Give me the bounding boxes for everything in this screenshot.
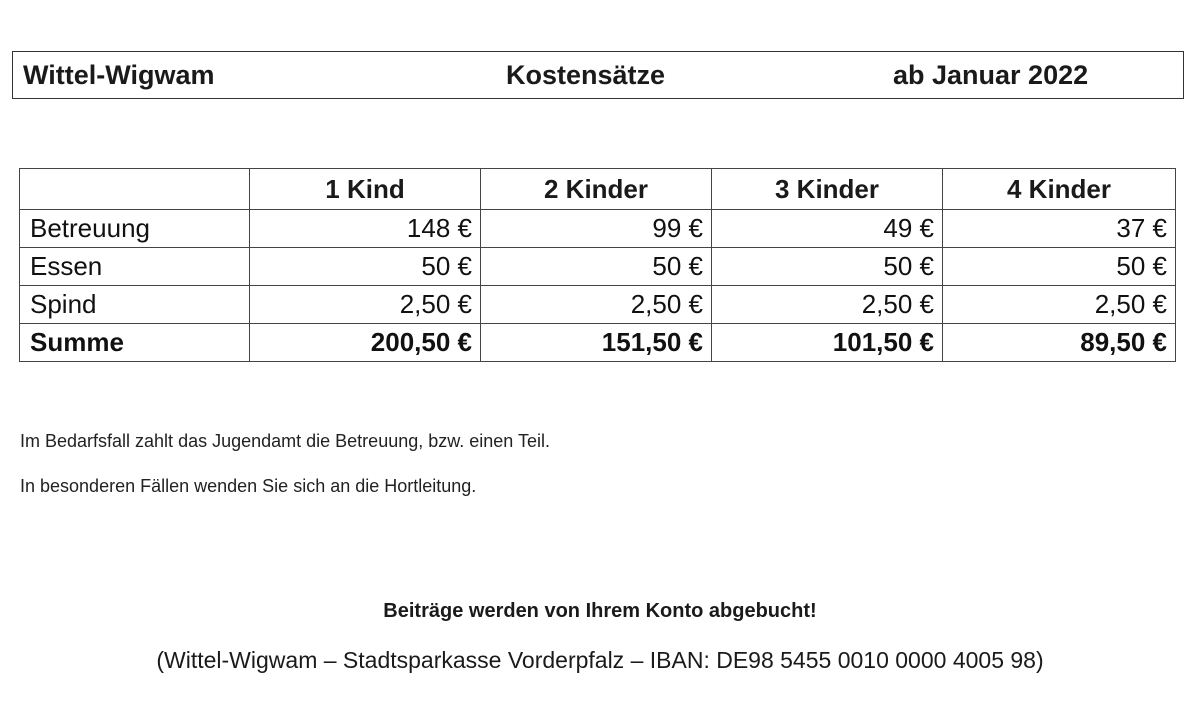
total-cell: 200,50 € (250, 324, 481, 362)
row-label: Betreuung (20, 210, 250, 248)
column-header-4-kinder: 4 Kinder (943, 169, 1176, 210)
document-header (12, 51, 1184, 99)
table-row-essen (20, 248, 1176, 286)
organization-name: Wittel-Wigwam (23, 60, 215, 90)
table-cell: 50 € (481, 248, 712, 286)
table-cell: 2,50 € (712, 286, 943, 324)
column-header-1-kind: 1 Kind (250, 169, 481, 210)
note-youth-office: Im Bedarfsfall zahlt das Jugendamt die Betreuung, bzw. einen Teil. (20, 431, 550, 451)
table-cell: 49 € (712, 210, 943, 248)
total-cell: 101,50 € (712, 324, 943, 362)
table-cell: 37 € (943, 210, 1176, 248)
cost-rates-table (19, 168, 1176, 362)
row-label: Spind (20, 286, 250, 324)
bank-details: (Wittel-Wigwam – Stadtsparkasse Vorderpfalz – IBAN: DE98 5455 0010 0000 4005 98) (156, 647, 1044, 673)
table-cell: 2,50 € (943, 286, 1176, 324)
column-header-empty (20, 169, 250, 210)
table-cell: 50 € (943, 248, 1176, 286)
total-label: Summe (20, 324, 250, 362)
table-row-betreuung (20, 210, 1176, 248)
table-row-spind (20, 286, 1176, 324)
table-header-row (20, 169, 1176, 210)
table-cell: 2,50 € (250, 286, 481, 324)
column-header-2-kinder: 2 Kinder (481, 169, 712, 210)
effective-date: ab Januar 2022 (893, 60, 1089, 90)
table-cell: 2,50 € (481, 286, 712, 324)
note-special-cases: In besonderen Fällen wenden Sie sich an die Hortleitung. (20, 476, 477, 496)
document-title: Kostensätze (506, 60, 666, 90)
column-header-3-kinder: 3 Kinder (712, 169, 943, 210)
table-cell: 148 € (250, 210, 481, 248)
row-label: Essen (20, 248, 250, 286)
table-cell: 50 € (250, 248, 481, 286)
debit-notice: Beiträge werden von Ihrem Konto abgebucht! (383, 600, 817, 622)
table-row-summe (20, 324, 1176, 362)
total-cell: 89,50 € (943, 324, 1176, 362)
total-cell: 151,50 € (481, 324, 712, 362)
table-cell: 99 € (481, 210, 712, 248)
table-cell: 50 € (712, 248, 943, 286)
